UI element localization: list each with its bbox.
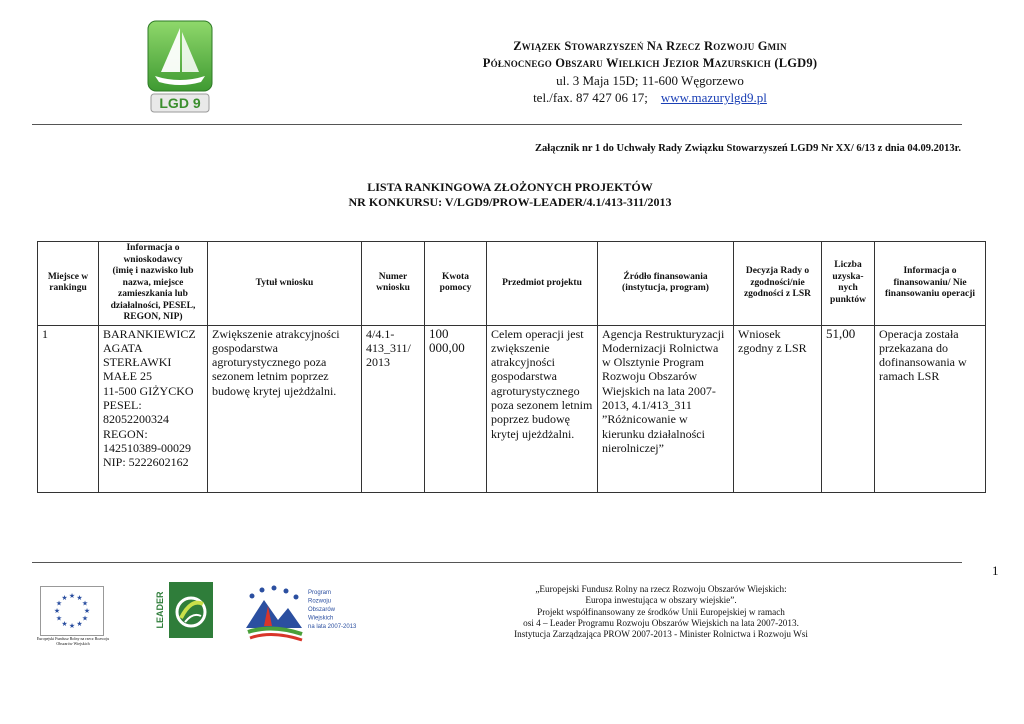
leader-text: LEADER (155, 591, 165, 629)
cell-rank: 1 (38, 325, 99, 492)
prow-text (308, 590, 357, 630)
eu-fund-caption: Europejski Fundusz Rolny na rzecz Rozwoju Obszarów Wiejskich (36, 636, 110, 646)
organization-header (300, 38, 1000, 106)
prow-text-line: Obszarów (308, 607, 336, 613)
footer-line4: osi 4 – Leader Programu Rozwoju Obszarów Wiejskich na lata 2007-2013. (523, 617, 799, 628)
cell-subject: Celem operacji jest zwiększenie atrakcyjności gospodarstwa agroturystycznego poza sezonem letnim poprzez budowę krytej ujeżdżalni. (487, 325, 598, 492)
cell-amount: 100 000,00 (425, 325, 487, 492)
document-title (190, 180, 830, 210)
logo-text: LGD 9 (159, 95, 201, 111)
cell-number: 4/4.1- 413_311/ 2013 (362, 325, 425, 492)
footer-line2: Europa inwestująca w obszary wiejskie”. (585, 595, 737, 606)
org-address: ul. 3 Maja 15D; 11-600 Węgorzewo (556, 73, 744, 88)
footer-divider (32, 562, 962, 563)
leader-logo (157, 582, 213, 638)
title-line2: NR KONKURSU: V/LGD9/PROW-LEADER/4.1/413-311/2013 (348, 195, 672, 209)
header-subject: Przedmiot projektu (487, 242, 598, 326)
table-header-row (38, 242, 986, 326)
prow-text-line: Rozwoju (308, 598, 332, 605)
footer-statement (496, 584, 826, 640)
header-title: Tytuł wniosku (208, 242, 362, 326)
header-applicant: Informacja o wnioskodawcy (imię i nazwisko lub nazwa, miejsce zamieszkania lub działalności, PESEL, REGON, NIP) (99, 242, 208, 326)
table-row (38, 325, 986, 492)
page-number: 1 (992, 563, 999, 578)
prow-text-line: Program (308, 590, 332, 596)
header-decision: Decyzja Rady o zgodności/nie zgodności z LSR (734, 242, 822, 326)
cell-applicant: BARANKIEWICZ AGATA STERŁAWKI MAŁE 25 11-500 GIŻYCKO PESEL: 82052200324 REGON: 142510389-00029 NIP: 5222602162 (99, 325, 208, 492)
org-name-line1: Związek Stowarzyszeń Na Rzecz Rozwoju Gmin (513, 39, 787, 53)
eu-star-icon: ★ (61, 594, 68, 602)
header-points: Liczba uzyska-nych punktów (822, 242, 875, 326)
eu-flag-icon (40, 586, 104, 636)
eu-star-icon: ★ (55, 614, 63, 623)
eu-star-icon: ★ (55, 599, 63, 608)
eu-star-icon: ★ (83, 607, 91, 615)
cell-points: 51,00 (822, 325, 875, 492)
prow-text-line: na lata 2007-2013 (308, 624, 357, 630)
eu-star-icon: ★ (53, 607, 61, 615)
cell-financing: Operacja została przekazana do dofinansowania w ramach LSR (875, 325, 986, 492)
eu-star-icon: ★ (76, 594, 83, 602)
eu-star-icon: ★ (68, 592, 76, 600)
cell-decision: Wniosek zgodny z LSR (734, 325, 822, 492)
footer-line5: Instytucja Zarządzająca PROW 2007-2013 - Minister Rolnictwa i Rozwoju Wsi (514, 629, 808, 640)
header-number: Numer wniosku (362, 242, 425, 326)
header-source: Źródło finansowania (instytucja, program) (598, 242, 734, 326)
cell-source: Agencja Restrukturyzacji Modernizacji Rolnictwa w Olsztynie Program Rozwoju Obszarów Wiejskich na lata 2007-2013, 4.1/413_311 ”Różnicowanie w kierunku działalności nierolniczej” (598, 325, 734, 492)
lgd9-logo (147, 20, 213, 114)
eu-star-icon: ★ (68, 622, 76, 630)
annex-note: Załącznik nr 1 do Uchwały Rady Związku Stowarzyszeń LGD9 Nr XX/ 6/13 z dnia 04.09.2013r. (535, 143, 961, 154)
header-amount: Kwota pomocy (425, 242, 487, 326)
eu-star-icon: ★ (61, 620, 68, 628)
footer-line3: Projekt współfinansowany ze środków Unii Europejskiej w ramach (537, 606, 785, 617)
header-divider (32, 124, 962, 125)
org-name-line2: Północnego Obszaru Wielkich Jezior Mazurskich (LGD9) (482, 56, 818, 70)
org-contact (300, 89, 1000, 106)
header-rank: Miejsce w rankingu (38, 242, 99, 326)
org-website-link[interactable]: www.mazurylgd9.pl (660, 90, 767, 105)
prow-logo (242, 582, 358, 642)
prow-text-line: Wiejskich (308, 615, 334, 622)
ranking-table (37, 241, 986, 493)
cell-title: Zwiększenie atrakcyjności gospodarstwa agroturystycznego poza sezonem letnim poprzez budowę krytej ujeżdżalni. (208, 325, 362, 492)
eu-star-icon: ★ (81, 599, 89, 608)
title-line1: LISTA RANKINGOWA ZŁOŻONYCH PROJEKTÓW (367, 180, 653, 194)
header-financing: Informacja o finansowaniu/ Nie finansowaniu operacji (875, 242, 986, 326)
footer-line1: „Europejski Fundusz Rolny na rzecz Rozwoju Obszarów Wiejskich: (535, 584, 787, 594)
eu-star-icon: ★ (76, 620, 83, 628)
eu-star-icon: ★ (81, 614, 89, 623)
org-phone: tel./fax. 87 427 06 17; (533, 90, 648, 105)
